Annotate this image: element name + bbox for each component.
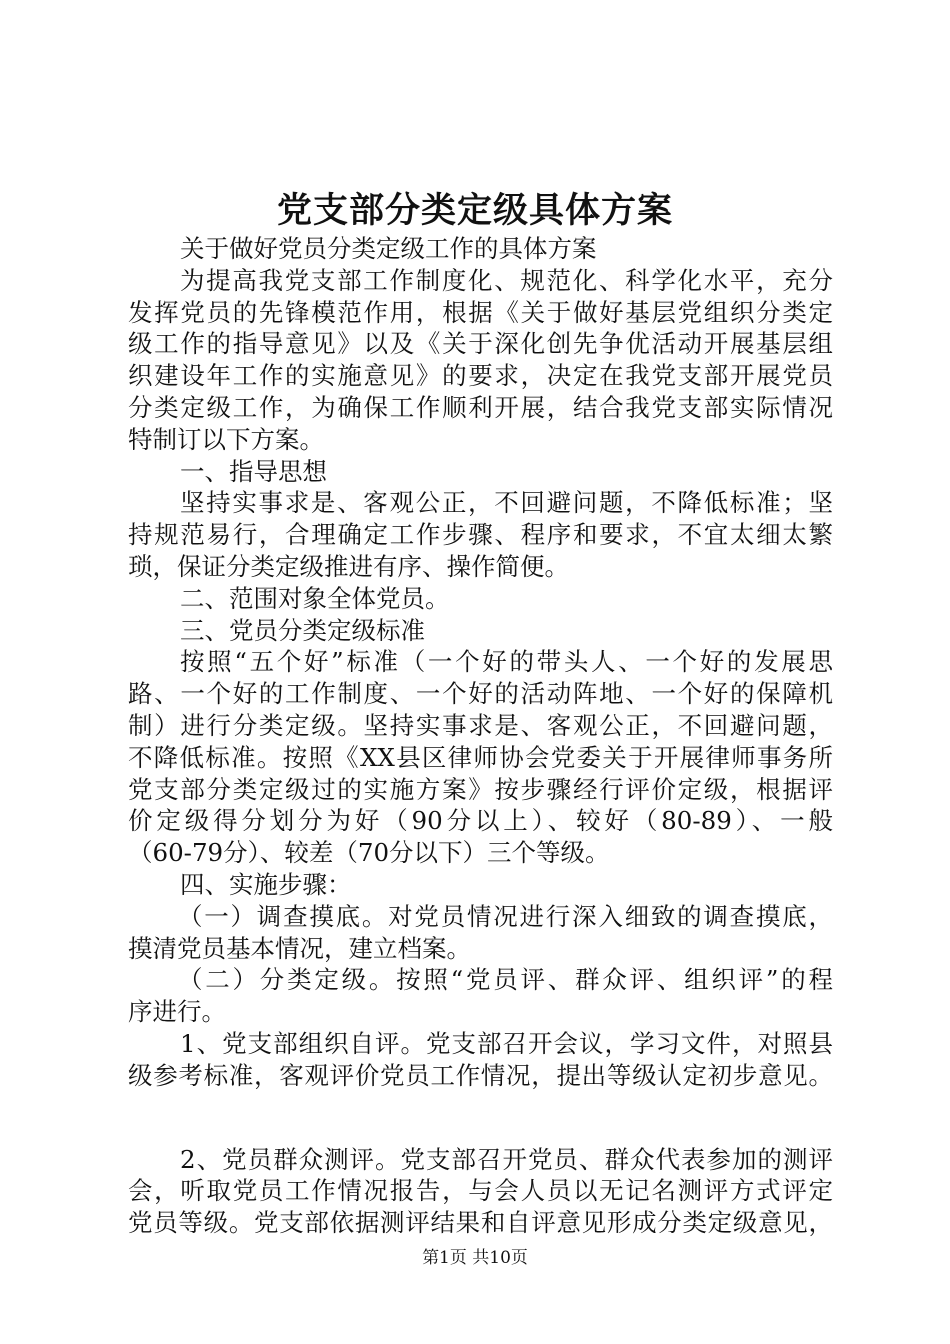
paragraph-line: 琐，保证分类定级推进有序、操作简便。: [128, 551, 569, 581]
paragraph-line: 按照“五个好”标准（一个好的带头人、一个好的发展思: [180, 647, 833, 677]
subtitle-line: 关于做好党员分类定级工作的具体方案: [180, 234, 597, 263]
paragraph-line: 不降低标准。按照《XX县区律师协会党委关于开展律师事务所: [128, 742, 833, 772]
paragraph-line: 路、一个好的工作制度、一个好的活动阵地、一个好的保障机: [128, 679, 833, 709]
paragraph-line: 级参考标准，客观评价党员工作情况，提出等级认定初步意见。: [128, 1060, 833, 1090]
paragraph-line: 特制订以下方案。: [128, 424, 324, 454]
section-heading: 一、指导思想: [180, 456, 327, 486]
paragraph-line: 发挥党员的先锋模范作用，根据《关于做好基层党组织分类定: [128, 297, 833, 327]
paragraph-line: 制）进行分类定级。坚持实事求是、客观公正，不回避问题，: [128, 710, 833, 740]
paragraph-line: 党支部分类定级过的实施方案》按步骤经行评价定级，根据评: [128, 774, 833, 804]
section-heading: 二、范围对象全体党员。: [180, 583, 450, 613]
paragraph-line: 坚持实事求是、客观公正，不回避问题，不降低标准；坚: [180, 488, 833, 518]
paragraph-line: 为提高我党支部工作制度化、规范化、科学化水平，充分: [180, 265, 833, 295]
paragraph-line: 织建设年工作的实施意见》的要求，决定在我党支部开展党员: [128, 361, 833, 391]
paragraph-line: 级工作的指导意见》以及《关于深化创先争优活动开展基层组: [128, 329, 833, 359]
section-heading: 四、实施步骤：: [180, 869, 352, 899]
paragraph-line: 2、党员群众测评。党支部召开党员、群众代表参加的测评: [180, 1144, 833, 1174]
paragraph-line: 摸清党员基本情况，建立档案。: [128, 933, 471, 963]
paragraph-line: 持规范易行，合理确定工作步骤、程序和要求，不宜太细太繁: [128, 520, 833, 550]
paragraph-line: 价定级得分划分为好（90分以上）、较好（80-89）、一般: [128, 806, 833, 836]
paragraph-line: 分类定级工作，为确保工作顺利开展，结合我党支部实际情况: [128, 392, 833, 422]
paragraph-line: 1、党支部组织自评。党支部召开会议，学习文件，对照县: [180, 1028, 833, 1058]
paragraph-line: 序进行。: [128, 997, 226, 1027]
paragraph-line: （一）调查摸底。对党员情况进行深入细致的调查摸底，: [178, 901, 833, 931]
paragraph-line: （二）分类定级。按照“党员评、群众评、组织评”的程: [178, 965, 833, 995]
page-footer: 第1页 共10页: [422, 1248, 528, 1268]
paragraph-line: 会，听取党员工作情况报告，与会人员以无记名测评方式评定: [128, 1176, 833, 1206]
section-heading: 三、党员分类定级标准: [180, 615, 425, 645]
paragraph-line: （60-79分）、较差（70分以下）三个等级。: [128, 838, 610, 868]
document-body: [128, 233, 833, 1239]
document-title: 党支部分类定级具体方案: [276, 190, 673, 231]
paragraph-line: 党员等级。党支部依据测评结果和自评意见形成分类定级意见，: [128, 1208, 833, 1238]
paragraph-gap: [128, 1092, 833, 1144]
